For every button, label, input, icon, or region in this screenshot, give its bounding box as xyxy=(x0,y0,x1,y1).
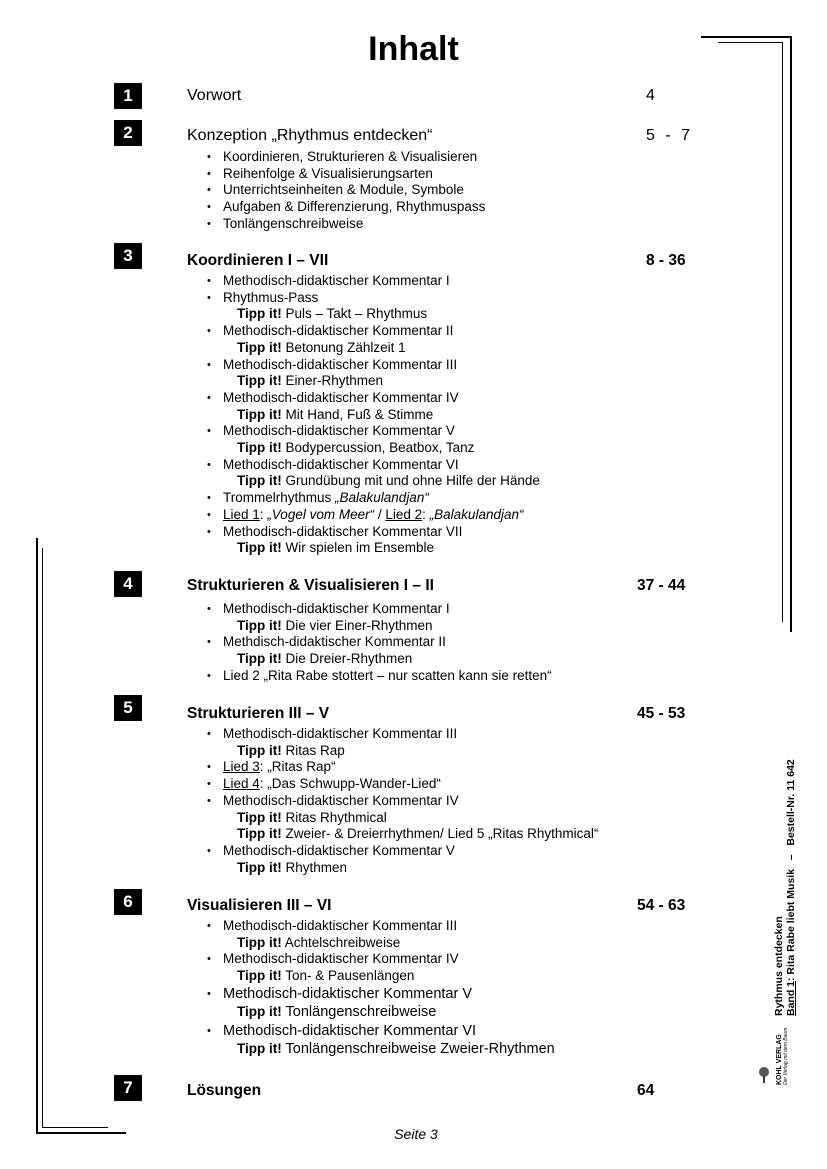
song-title: „Vogel vom Meer“ xyxy=(267,506,375,522)
list-item: • Methodisch-didaktischer Kommentar III xyxy=(207,918,555,935)
tipp-label: Tipp it! xyxy=(237,934,282,950)
tipp-text: Einer-Rhythmen xyxy=(285,373,384,389)
section-items-5 xyxy=(207,726,598,876)
tipp-label: Tipp it! xyxy=(237,859,282,875)
frame-top-line-inner xyxy=(718,42,782,43)
song-title: : „Ritas Rap“ xyxy=(259,759,336,775)
tipp-item xyxy=(207,1003,555,1022)
tipp-label: Tipp it! xyxy=(237,617,282,633)
frame-right-line xyxy=(790,36,792,632)
song-title: „Balakulandjan“ xyxy=(335,490,429,506)
list-item: • Methodisch-didaktischer Kommentar V xyxy=(207,985,555,1004)
tipp-item xyxy=(207,1040,555,1059)
list-item: • Methodisch-didaktischer Kommentar VI xyxy=(207,1022,555,1041)
separator: : xyxy=(422,506,430,522)
tipp-item xyxy=(207,340,540,357)
tipp-label: Tipp it! xyxy=(237,1041,282,1057)
tipp-label: Tipp it! xyxy=(237,651,282,667)
list-item: • Tonlängenschreibweise xyxy=(207,216,485,233)
tipp-label: Tipp it! xyxy=(237,440,282,456)
sidebar-book-info xyxy=(773,759,797,1016)
section-number-3: 3 xyxy=(114,243,142,269)
section-pages-5: 45 - 53 xyxy=(637,705,686,722)
list-item: • Methodisch-didaktischer Kommentar III xyxy=(207,726,598,743)
section-pages-6: 54 - 63 xyxy=(637,897,686,914)
song-link-4: Lied 4 xyxy=(223,776,260,792)
section-number-4: 4 xyxy=(114,571,142,597)
tipp-text: Ritas Rap xyxy=(285,742,345,758)
section-items-4 xyxy=(207,601,552,685)
section-heading-4: Strukturieren & Visualisieren I – II xyxy=(187,577,434,594)
tipp-item xyxy=(207,373,540,390)
sidebar-series-title: Rythmus entdecken xyxy=(773,916,785,1016)
list-item xyxy=(207,759,598,776)
tipp-text: Bodypercussion, Beatbox, Tanz xyxy=(285,440,475,456)
tipp-item xyxy=(207,651,552,668)
frame-top-line xyxy=(701,36,792,38)
tipp-text: Die Dreier-Rhythmen xyxy=(285,651,413,667)
list-item: • Methodisch-didaktischer Kommentar VII xyxy=(207,524,540,541)
tipp-label: Tipp it! xyxy=(237,826,282,842)
tipp-item xyxy=(207,473,540,490)
section-pages-7: 64 xyxy=(637,1082,655,1099)
list-item: • Methodisch-didaktischer Kommentar V xyxy=(207,423,540,440)
tipp-item xyxy=(207,968,555,985)
section-heading-1: Vorwort xyxy=(187,87,242,104)
tipp-item xyxy=(207,935,555,952)
section-number-5: 5 xyxy=(114,695,142,721)
tipp-label: Tipp it! xyxy=(237,406,282,422)
tipp-text: Wir spielen im Ensemble xyxy=(285,540,435,556)
list-item: • Methodisch-didaktischer Kommentar IV xyxy=(207,390,540,407)
tipp-item xyxy=(207,440,540,457)
tipp-label: Tipp it! xyxy=(237,742,282,758)
item-text: Trommelrhythmus xyxy=(223,490,336,506)
list-item: • Methodisch-didaktischer Kommentar II xyxy=(207,323,540,340)
tipp-text: Ton- & Pausenlängen xyxy=(285,968,415,984)
publisher-slogan: Der Verlag mit dem Baum xyxy=(783,1027,789,1085)
tipp-text: Puls – Takt – Rhythmus xyxy=(285,306,428,322)
tipp-item xyxy=(207,743,598,760)
tipp-label: Tipp it! xyxy=(237,339,282,355)
tipp-text: Rhythmen xyxy=(285,859,348,875)
section-number-2: 2 xyxy=(114,120,142,146)
list-item: • Aufgaben & Differenzierung, Rhythmuspass xyxy=(207,199,485,216)
list-item: • Rhythmus-Pass xyxy=(207,290,540,307)
list-item: • Koordinieren, Strukturieren & Visualisieren xyxy=(207,149,485,166)
section-heading-5: Strukturieren III – V xyxy=(187,705,330,722)
tipp-item xyxy=(207,826,598,843)
song-link-3: Lied 3 xyxy=(223,759,260,775)
section-items-3 xyxy=(207,273,540,557)
frame-left-line xyxy=(36,538,38,1134)
tipp-text: Grundübung mit und ohne Hilfe der Hände xyxy=(285,473,540,489)
frame-right-line-inner xyxy=(782,42,783,622)
tipp-item xyxy=(207,306,540,323)
tipp-text: Zweier- & Dreierrhythmen/ Lied 5 „Ritas Rhythmical“ xyxy=(285,826,599,842)
section-heading-2: Konzeption „Rhythmus entdecken“ xyxy=(187,127,433,144)
section-items-6 xyxy=(207,918,555,1059)
tipp-label: Tipp it! xyxy=(237,473,282,489)
section-number-7: 7 xyxy=(114,1075,142,1101)
tipp-label: Tipp it! xyxy=(237,809,282,825)
tipp-text: Mit Hand, Fuß & Stimme xyxy=(285,406,434,422)
list-item: • Reihenfolge & Visualisierungsarten xyxy=(207,166,485,183)
tipp-text: Tonlängenschreibweise Zweier-Rhythmen xyxy=(285,1041,555,1058)
tipp-item xyxy=(207,810,598,827)
section-number-6: 6 xyxy=(114,889,142,915)
tipp-label: Tipp it! xyxy=(237,306,282,322)
publisher-name: KOHL VERLAG xyxy=(776,1034,783,1085)
song-link-2: Lied 2 xyxy=(385,506,423,522)
song-title: „Balakulandjan“ xyxy=(429,506,524,522)
tipp-label: Tipp it! xyxy=(237,1004,282,1020)
section-pages-4: 37 - 44 xyxy=(637,577,686,594)
tipp-label: Tipp it! xyxy=(237,540,282,556)
page-number: Seite 3 xyxy=(394,1126,438,1142)
sidebar-band: Band 1 xyxy=(785,980,797,1016)
tipp-item xyxy=(207,540,540,557)
section-heading-7: Lösungen xyxy=(187,1082,262,1099)
tipp-item xyxy=(207,860,598,877)
list-item: • Unterrichtseinheiten & Module, Symbole xyxy=(207,182,485,199)
tipp-label: Tipp it! xyxy=(237,373,282,389)
sidebar-band-details: : Rita Rabe liebt Musik – Bestell-Nr. 11 642 xyxy=(785,759,797,981)
list-item: • Methodisch-didaktischer Kommentar V xyxy=(207,843,598,860)
section-heading-3: Koordinieren I – VII xyxy=(187,252,329,269)
tipp-label: Tipp it! xyxy=(237,968,282,984)
sidebar-band-line xyxy=(785,759,797,1016)
tree-logo-icon xyxy=(757,1066,771,1084)
frame-left-line-inner xyxy=(42,548,43,1128)
section-pages-3: 8 - 36 xyxy=(646,252,686,269)
tipp-text: Achtelschreibweise xyxy=(284,934,401,950)
separator: / xyxy=(374,506,386,522)
tipp-text: Ritas Rhythmical xyxy=(285,809,387,825)
tipp-text: Betonung Zählzeit 1 xyxy=(285,339,406,355)
list-item: • Methodisch-didaktischer Kommentar I xyxy=(207,273,540,290)
publisher-logo-text xyxy=(776,1028,789,1085)
song-title: : „Das Schwupp-Wander-Lied“ xyxy=(259,776,441,792)
list-item: • Methodisch-didaktischer Kommentar IV xyxy=(207,951,555,968)
separator: : xyxy=(259,506,268,522)
list-item: • Methodisch-didaktischer Kommentar VI xyxy=(207,457,540,474)
song-link-1: Lied 1 xyxy=(223,506,260,522)
page-title: Inhalt xyxy=(368,30,459,68)
section-items-2 xyxy=(207,149,485,233)
section-pages-1: 4 xyxy=(646,87,655,104)
list-item xyxy=(207,776,598,793)
list-item: • Methodisch-didaktischer Kommentar IV xyxy=(207,793,598,810)
list-item: • Methdisch-didaktischer Kommentar II xyxy=(207,634,552,651)
tipp-text: Tonlängenschreibweise xyxy=(285,1004,437,1021)
tipp-item xyxy=(207,618,552,635)
list-item xyxy=(207,490,540,507)
list-item: • Methodisch-didaktischer Kommentar III xyxy=(207,357,540,374)
section-pages-2: 5 - 7 xyxy=(646,127,691,144)
tipp-text: Die vier Einer-Rhythmen xyxy=(285,617,433,633)
section-heading-6: Visualisieren III – VI xyxy=(187,897,332,914)
tipp-item xyxy=(207,407,540,424)
section-number-1: 1 xyxy=(114,83,142,109)
list-item: • Lied 2 „Rita Rabe stottert – nur scatten kann sie retten“ xyxy=(207,668,552,685)
list-item: • Methodisch-didaktischer Kommentar I xyxy=(207,601,552,618)
list-item xyxy=(207,507,540,524)
